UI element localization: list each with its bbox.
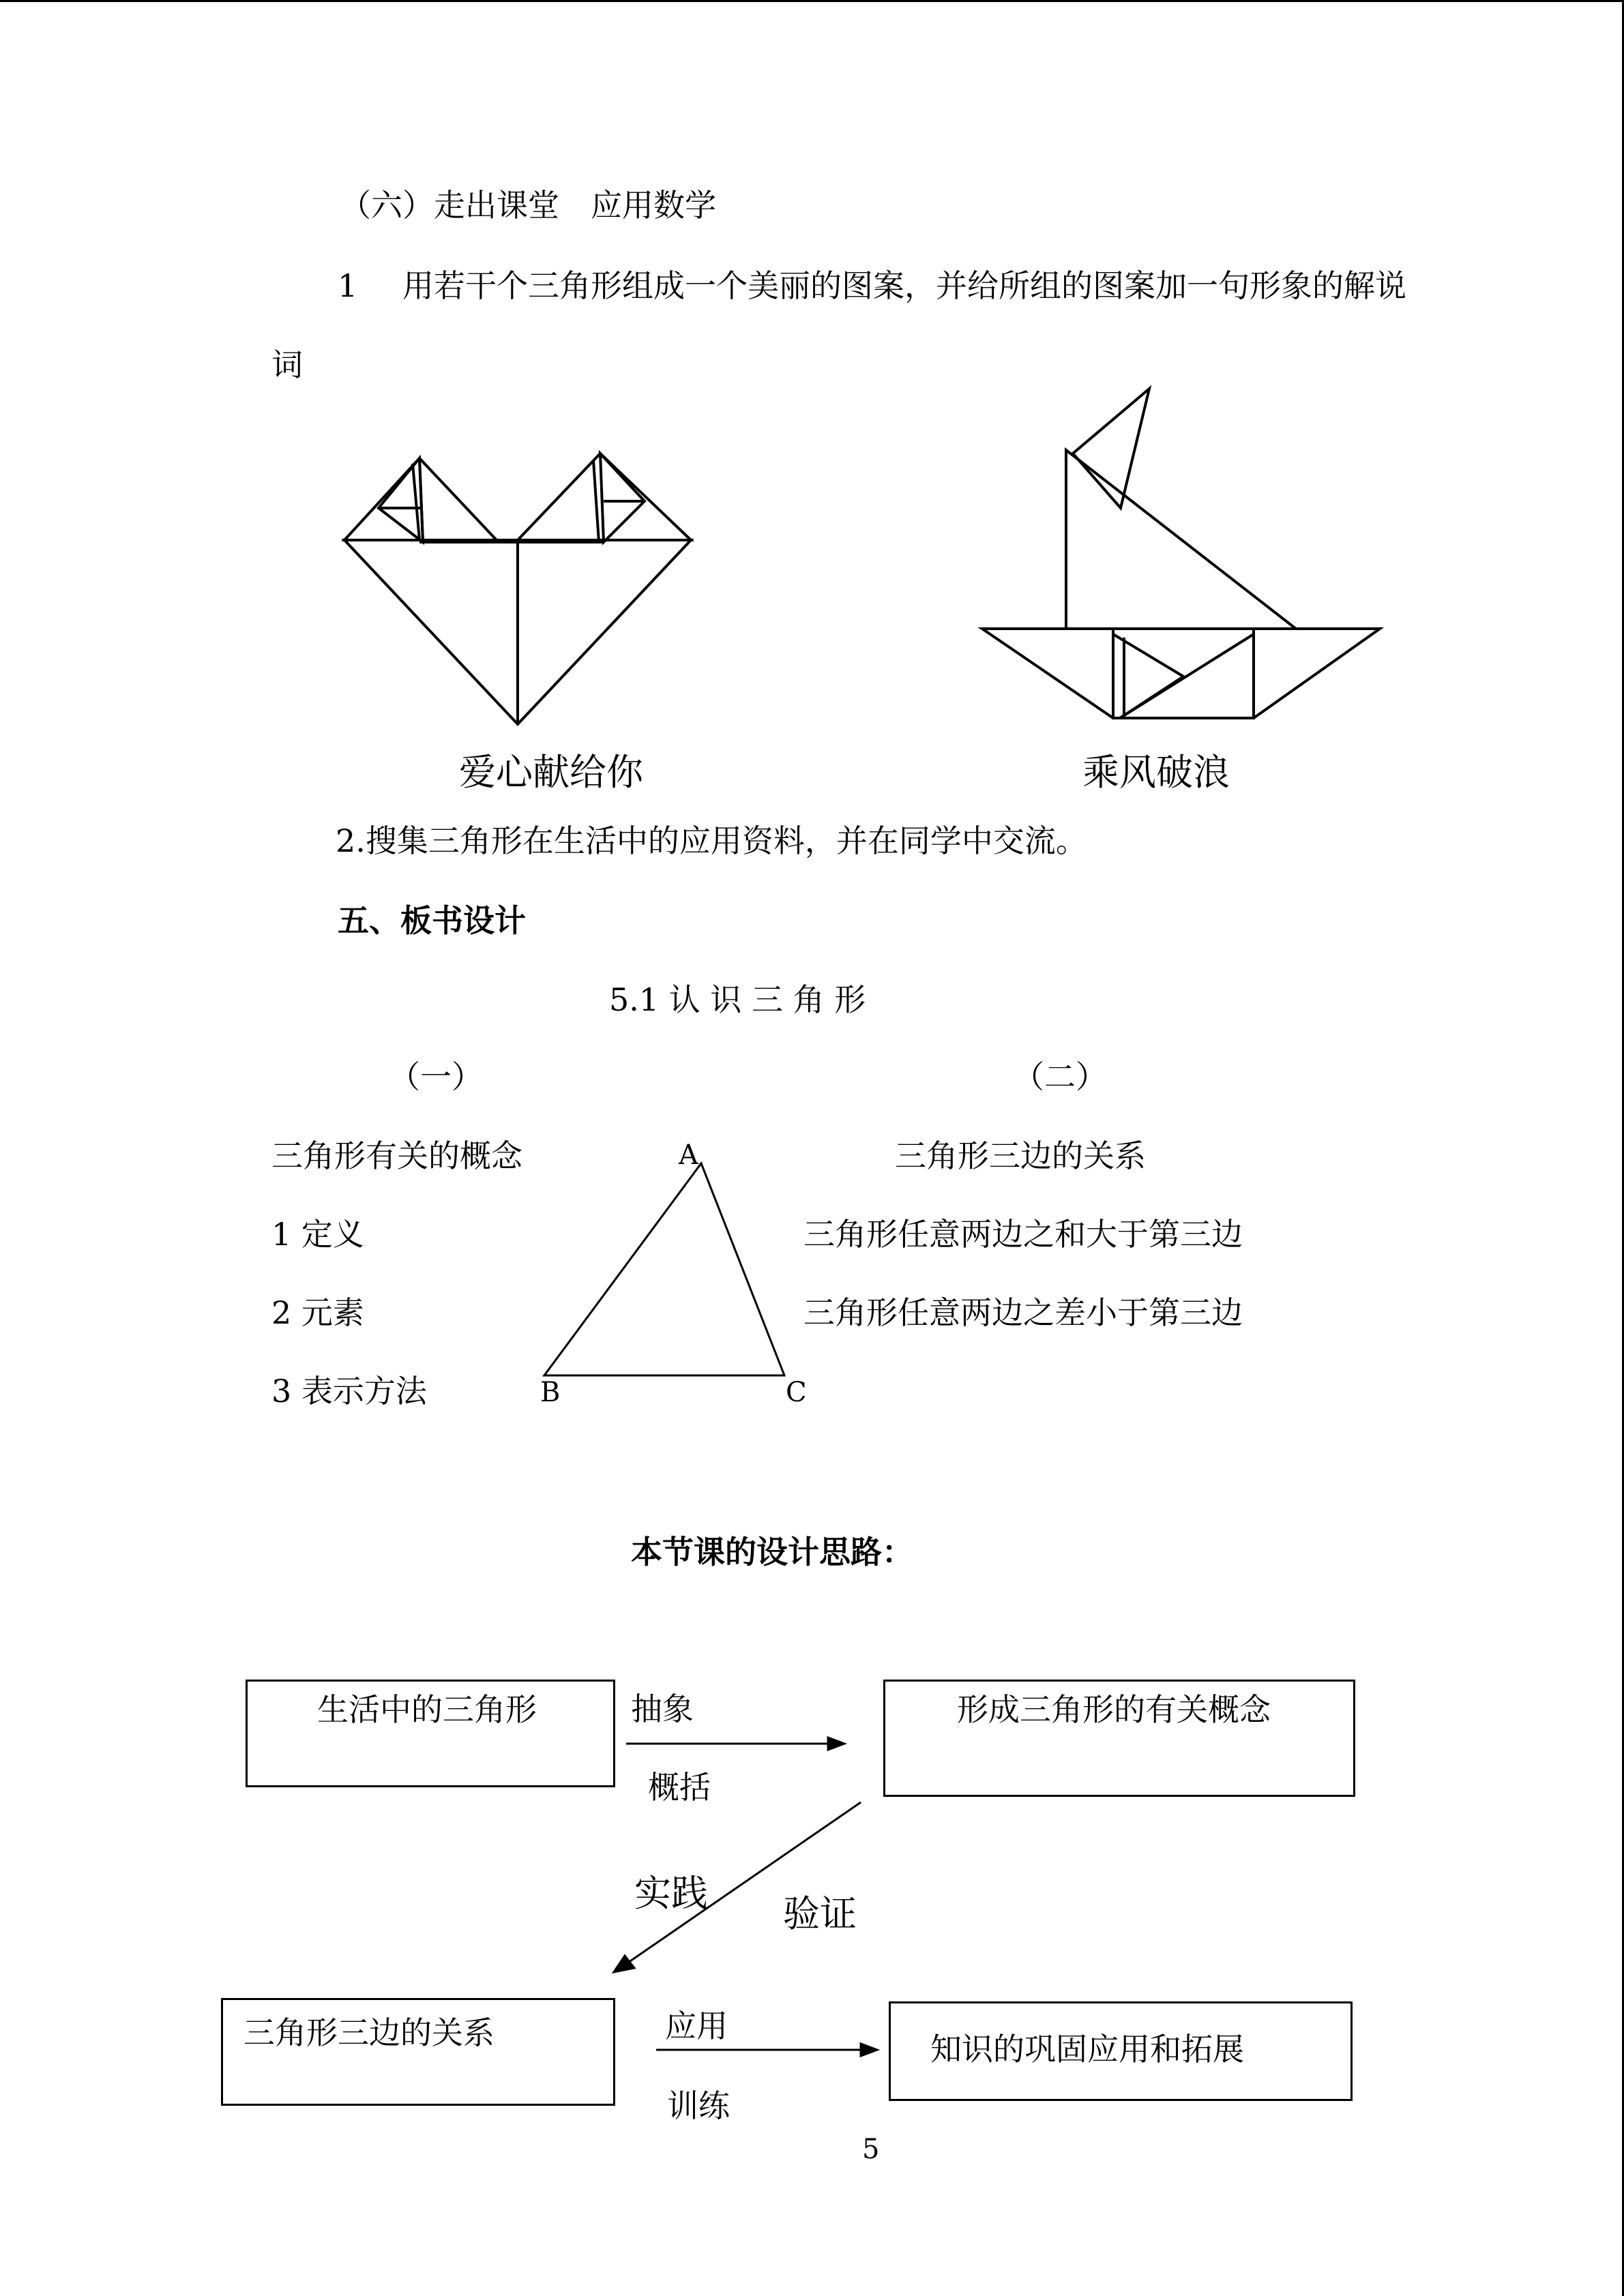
arrow1-bottom-label: 概括 (648, 1769, 711, 1806)
page-number: 5 (862, 2134, 880, 2165)
section-five-heading: 五、板书设计 (338, 902, 526, 939)
board-col1-line: 3 表示方法 (271, 1373, 427, 1410)
heart-right-inner-1 (600, 453, 645, 542)
arrow1-head (828, 1738, 844, 1750)
flow-box-text: 生活中的三角形 (317, 1691, 537, 1728)
board-title: 5.1 认 识 三 角 形 (609, 981, 866, 1018)
boat-hull (982, 629, 1380, 718)
arrow2-right-label: 验证 (783, 1892, 857, 1935)
item2-text: 2.搜集三角形在生活中的应用资料，并在同学中交流。 (336, 822, 1087, 859)
arrow2-head (614, 1956, 634, 1972)
item1-continued: 词 (271, 346, 303, 383)
board-col1-header: （一） (389, 1058, 483, 1095)
boat-figure (982, 389, 1380, 718)
section-six-heading: （六）走出课堂 应用数学 (340, 187, 716, 224)
board-col2-line: 三角形任意两边之和大于第三边 (803, 1216, 1243, 1253)
board-triangle (544, 1163, 784, 1375)
board-col2-line: 三角形三边的关系 (895, 1137, 1146, 1174)
board-col1-line: 三角形有关的概念 (271, 1137, 522, 1174)
board-col1-line: 2 元素 (271, 1294, 364, 1331)
heart-figure (344, 453, 691, 724)
flow-box-side-relations (221, 1998, 615, 2106)
arrow2-left-label: 实践 (634, 1872, 708, 1915)
board-col2-line: 三角形任意两边之差小于第三边 (803, 1294, 1243, 1331)
item1-number: 1 (338, 267, 358, 304)
flow-box-text: 三角形三边的关系 (243, 2014, 494, 2051)
arrow3-head (861, 2044, 877, 2056)
flow-box-text: 形成三角形的有关概念 (957, 1691, 1271, 1728)
design-title: 本节课的设计思路： (631, 1534, 913, 1570)
boat-sail (1066, 450, 1296, 629)
arrow1-top-label: 抽象 (631, 1690, 694, 1727)
boat-center-rect (1113, 629, 1254, 718)
board-col1-line: 1 定义 (271, 1216, 364, 1253)
triangle-label-a: A (679, 1139, 698, 1171)
boat-flag (1073, 389, 1149, 508)
figure-right-caption: 乘风破浪 (1082, 751, 1230, 794)
flow-box-life-triangles (246, 1680, 615, 1787)
triangle-label-c: C (786, 1377, 807, 1408)
arrow3-bottom-label: 训练 (667, 2087, 730, 2124)
flow-box-text: 知识的巩固应用和拓展 (930, 2031, 1244, 2068)
board-col2-header: （二） (1013, 1058, 1107, 1095)
flow-box-consolidation (889, 2001, 1353, 2101)
arrow3-top-label: 应用 (665, 2008, 728, 2044)
flow-box-concepts (883, 1680, 1355, 1797)
item1-text: 用若干个三角形组成一个美丽的图案，并给所组的图案加一句形象的解说 (402, 267, 1406, 304)
figure-left-caption: 爱心献给你 (459, 751, 643, 794)
triangle-label-b: B (540, 1377, 561, 1408)
